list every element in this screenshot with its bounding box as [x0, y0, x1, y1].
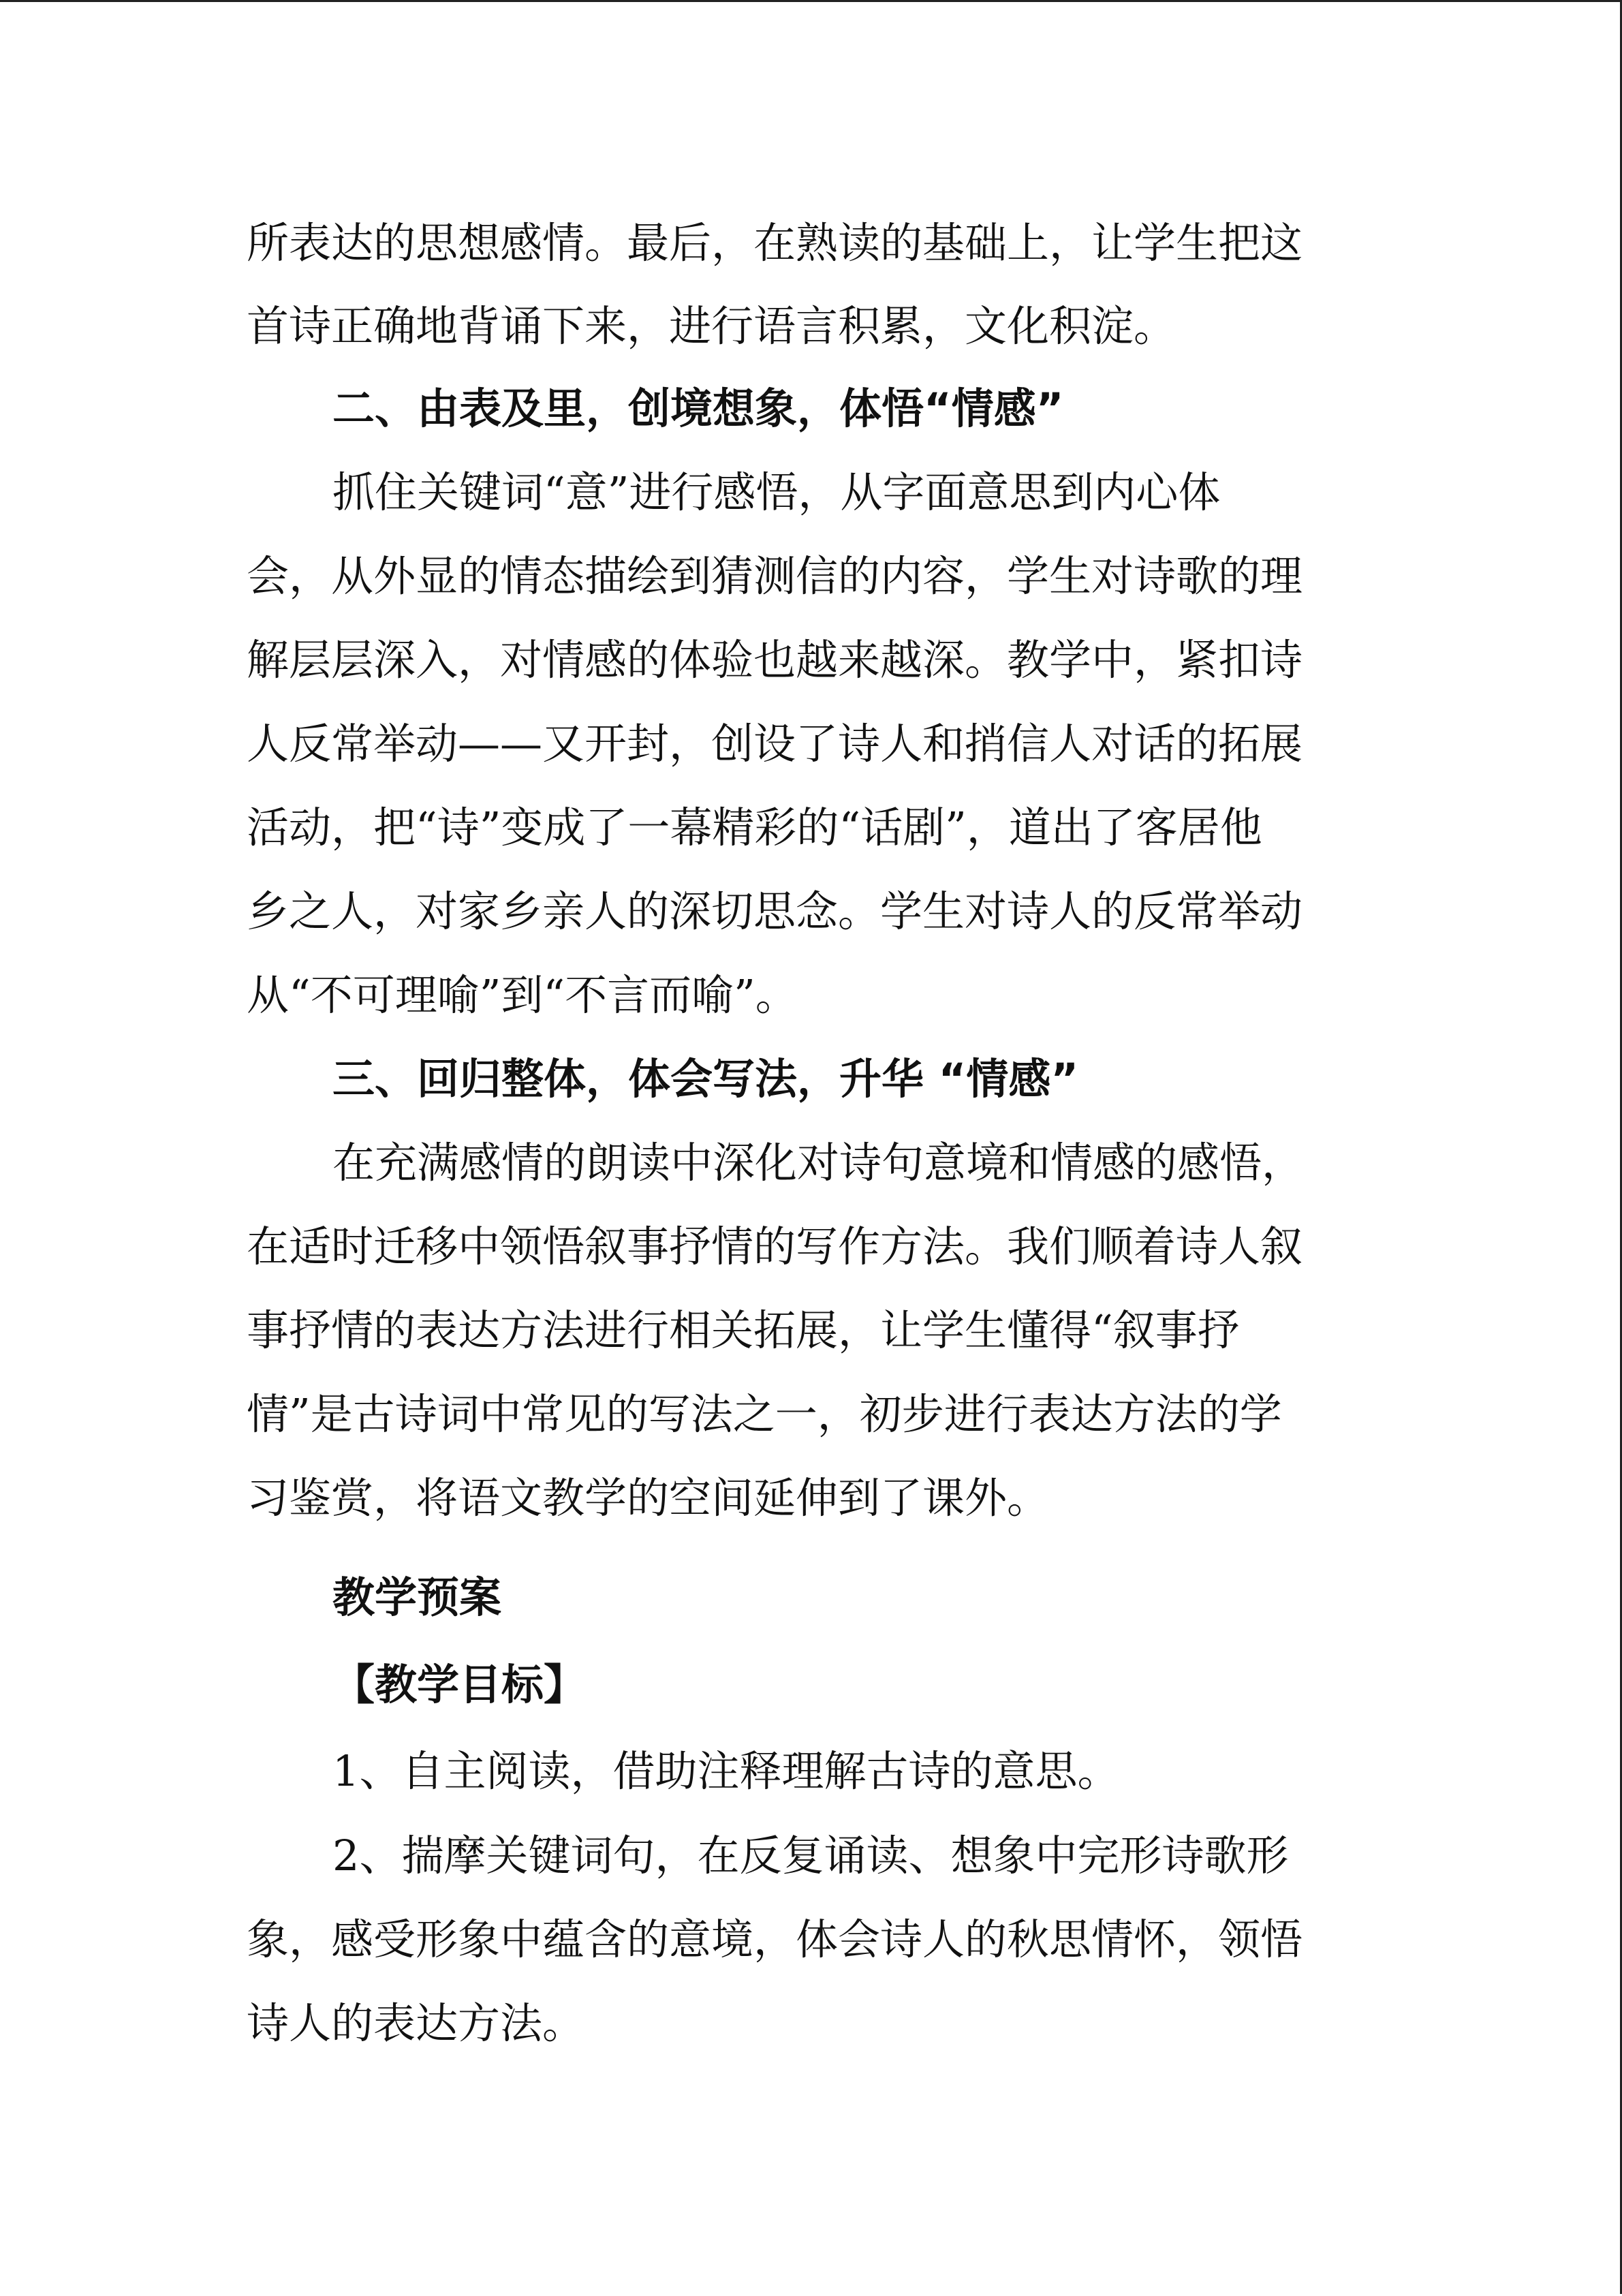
text-line: 活动，把“诗”变成了一幕精彩的“话剧”，道出了客居他	[247, 803, 1262, 852]
text-line: 在充满感情的朗读中深化对诗句意境和情感的感悟，	[332, 1138, 1305, 1188]
text-line: 人反常举动——又开封，创设了诗人和捎信人对话的拓展	[247, 719, 1303, 769]
section-heading: 二、由表及里，创境想象，体悟“情感”	[332, 384, 1064, 433]
section-heading: 三、回归整体，体会写法，升华 “情感”	[332, 1054, 1079, 1104]
text-line: 所表达的思想感情。最后，在熟读的基础上，让学生把这	[247, 218, 1303, 268]
text-line: 2、揣摩关键词句，在反复诵读、想象中完形诗歌形	[332, 1831, 1289, 1880]
text-line: 1、自主阅读，借助注释理解古诗的意思。	[332, 1746, 1120, 1796]
text-line: 在适时迁移中领悟叙事抒情的写作方法。我们顺着诗人叙	[247, 1222, 1303, 1271]
text-line: 事抒情的表达方法进行相关拓展，让学生懂得“叙事抒	[247, 1305, 1240, 1355]
text-line: 诗人的表达方法。	[247, 1998, 585, 2048]
section-heading: 【教学目标】	[332, 1660, 587, 1709]
text-line: 乡之人，对家乡亲人的深切思念。学生对诗人的反常举动	[247, 886, 1303, 936]
text-line: 抓住关键词“意”进行感悟，从字面意思到内心体	[332, 467, 1221, 517]
text-line: 象，感受形象中蕴含的意境，体会诗人的秋思情怀，领悟	[247, 1914, 1303, 1964]
section-heading: 教学预案	[332, 1572, 502, 1622]
text-line: 从“不可理喻”到“不言而喻”。	[247, 970, 798, 1020]
text-line: 会，从外显的情态描绘到猜测信的内容，学生对诗歌的理	[247, 551, 1303, 601]
text-line: 解层层深入，对情感的体验也越来越深。教学中，紧扣诗	[247, 635, 1303, 685]
text-line: 首诗正确地背诵下来，进行语言积累，文化积淀。	[247, 301, 1176, 351]
text-line: 情”是古诗词中常见的写法之一，初步进行表达方法的学	[247, 1389, 1282, 1439]
text-line: 习鉴赏，将语文教学的空间延伸到了课外。	[247, 1473, 1050, 1523]
page-content	[0, 2, 1622, 2296]
